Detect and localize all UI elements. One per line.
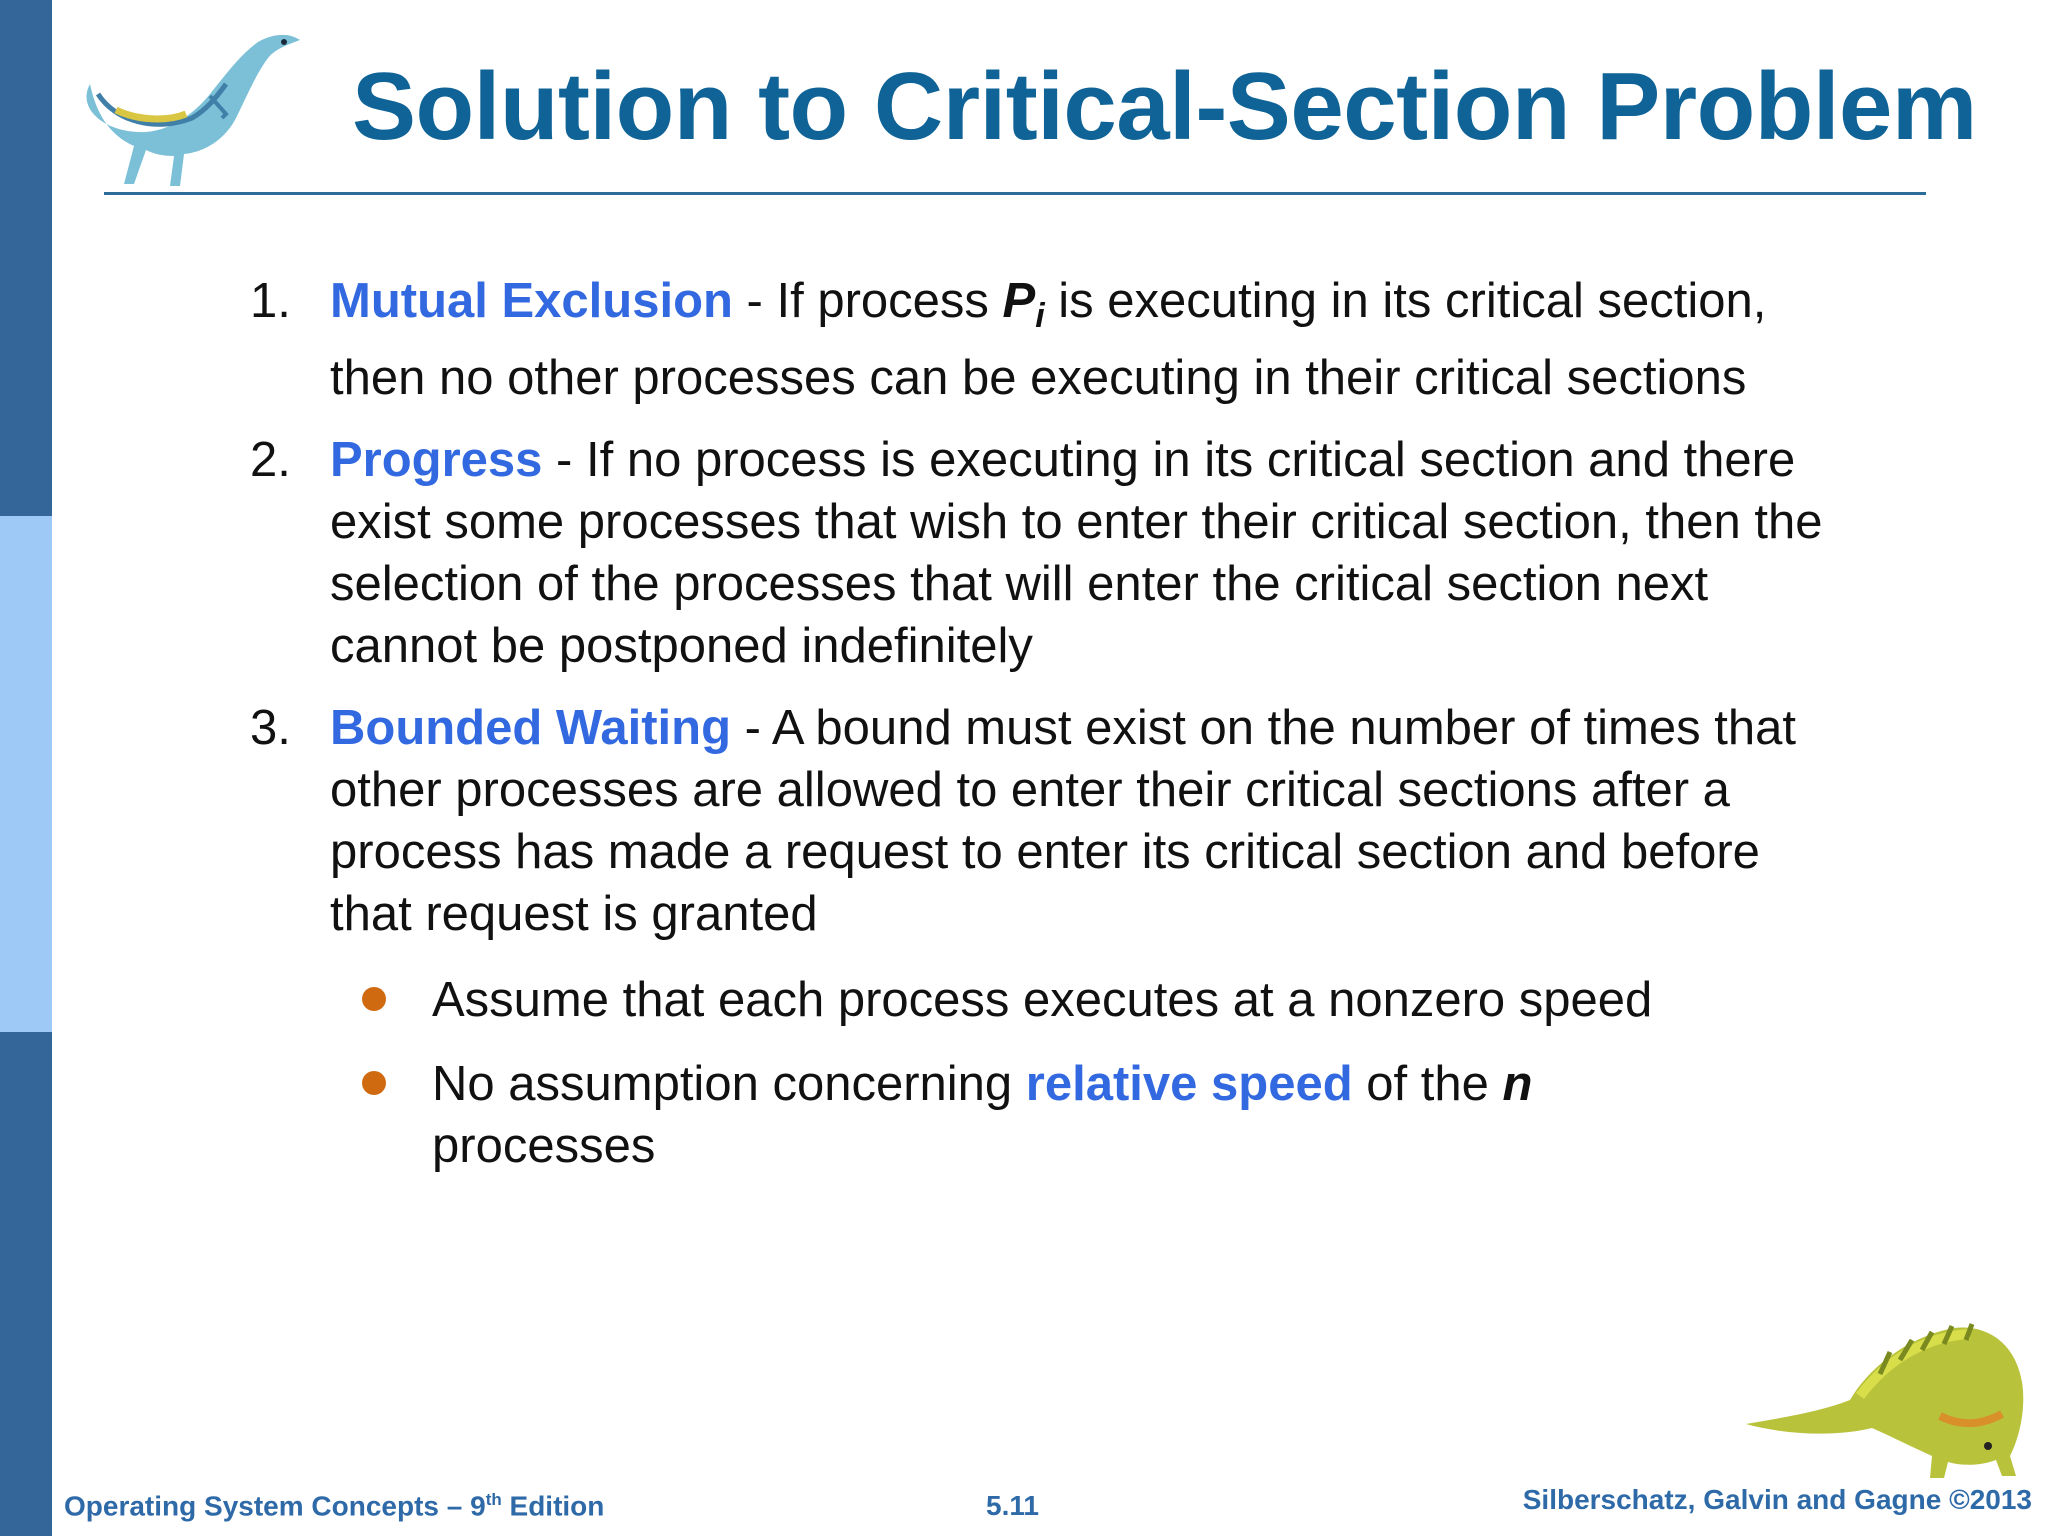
term-relative-speed: relative speed <box>1025 1057 1353 1111</box>
content-body <box>250 270 1850 1199</box>
term-mutual-exclusion: Mutual Exclusion <box>330 274 733 328</box>
item-number: 1. <box>250 274 291 328</box>
list-item-mutual-exclusion <box>250 270 1850 409</box>
page-title: Solution to Critical-Section Problem <box>352 53 1977 160</box>
item-text: - If process <box>732 274 1003 328</box>
sub-bullet-item <box>432 1053 1612 1177</box>
bullet-text: processes <box>432 1119 656 1173</box>
bullet-text: Assume that each process executes at a nonzero speed <box>432 973 1653 1027</box>
list-item-progress <box>250 429 1850 677</box>
term-bounded-waiting: Bounded Waiting <box>330 701 731 755</box>
item-number: 3. <box>250 701 291 755</box>
bullet-dot-icon <box>362 1071 386 1095</box>
bullet-text: of the <box>1352 1057 1503 1111</box>
sub-bullet-list <box>330 969 1850 1177</box>
dinosaur-icon <box>76 14 316 194</box>
item-text: - If no process is executing in its critical section and there exist some processes that wish to enter their critical section, then the selection of the processes that will enter the critical section next cannot be postponed indefinitely <box>330 433 1823 673</box>
footer-authors: Silberschatz, Galvin and Gagne ©2013 <box>1522 1484 2032 1515</box>
term-progress: Progress <box>330 433 543 487</box>
variable-subscript-i: i <box>1035 297 1045 335</box>
title-divider <box>104 192 1926 195</box>
footer-book-title: Operating System Concepts – 9th Edition <box>64 1490 605 1522</box>
footer-page-number: 5.11 <box>986 1490 1039 1521</box>
left-side-bar-highlight <box>0 516 52 1032</box>
bullet-text: No assumption concerning <box>432 1057 1026 1111</box>
sub-bullet-item <box>432 969 1850 1031</box>
item-text: is executing in its critical section, then no other processes can be executing in their critical sections <box>330 274 1767 405</box>
item-text: - A bound must exist on the number of times that other processes are allowed to enter their critical sections after a process has made a request to enter its critical section and before that request is granted <box>330 701 1796 941</box>
variable-p: P <box>1002 274 1036 328</box>
bullet-dot-icon <box>362 987 386 1011</box>
list-item-bounded-waiting <box>250 697 1850 1177</box>
variable-n: n <box>1502 1057 1533 1111</box>
dinosaur-icon <box>1740 1296 2030 1480</box>
item-number: 2. <box>250 433 291 487</box>
